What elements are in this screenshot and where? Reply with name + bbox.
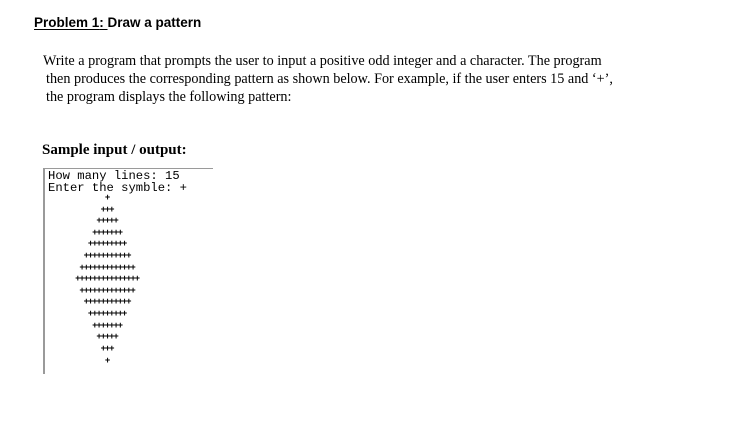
pattern-row: +++++++++++ [83, 251, 131, 262]
problem-number: Problem 1 [34, 15, 100, 30]
pattern-row: +++++++++ [87, 239, 127, 250]
pattern-row: +++++++ [92, 227, 122, 238]
pattern-row: +++++ [96, 332, 118, 343]
pattern-row: + [104, 193, 110, 203]
problem-label [34, 15, 108, 30]
description-line-3: the program displays the following pattern: [46, 89, 292, 105]
pattern-row: +++ [100, 343, 114, 354]
problem-heading [34, 14, 201, 32]
prompt-symbol: Enter the symble: + [48, 181, 187, 195]
problem-title: Draw a pattern [107, 15, 202, 30]
console-output [43, 168, 213, 374]
description-line-1: Write a program that prompts the user to input a positive odd integer and a character. The program [43, 53, 602, 69]
sample-heading: Sample input / output: [42, 142, 187, 158]
prompt-lines: How many lines: 15 [48, 169, 180, 183]
pattern-output [45, 193, 169, 367]
console-prompts [48, 170, 187, 194]
problem-separator: : [99, 15, 108, 30]
description-line-2: then produces the corresponding pattern as shown below. For example, if the user enters 15 and ‘+’, [46, 71, 613, 87]
pattern-row: +++++++++++++++ [75, 274, 139, 285]
pattern-row: +++++++++++++ [79, 262, 135, 273]
pattern-row: +++ [100, 204, 114, 215]
pattern-row: + [104, 355, 110, 366]
pattern-row: +++++++++++++ [79, 285, 135, 296]
pattern-row: +++++ [96, 216, 118, 227]
problem-description [43, 52, 686, 106]
pattern-row: +++++++++++ [83, 297, 131, 308]
pattern-row: +++++++++ [87, 309, 127, 320]
pattern-row: +++++++ [92, 320, 122, 331]
